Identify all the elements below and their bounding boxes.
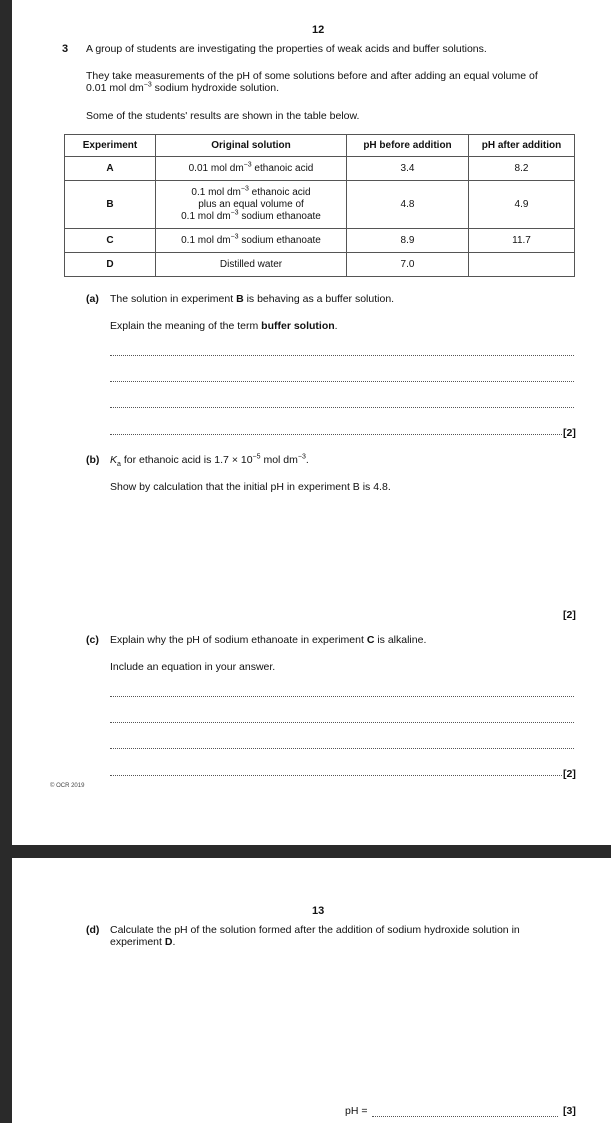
cell-experiment: C xyxy=(65,229,156,253)
ph-answer-line[interactable] xyxy=(372,1116,558,1117)
header-ph-before: pH before addition xyxy=(347,135,469,157)
part-b-label: (b) xyxy=(86,454,100,466)
header-ph-after: pH after addition xyxy=(469,135,575,157)
answer-line[interactable] xyxy=(110,434,562,435)
table-header-row xyxy=(65,135,575,157)
header-experiment: Experiment xyxy=(65,135,156,157)
cell-ph-after xyxy=(469,253,575,277)
part-d-statement-line2: experiment D. xyxy=(110,936,176,948)
table-row xyxy=(65,253,575,277)
cell-experiment: B xyxy=(65,181,156,229)
results-intro: Some of the students' results are shown in the table below. xyxy=(86,110,360,122)
part-d-label: (d) xyxy=(86,924,100,936)
cell-experiment: D xyxy=(65,253,156,277)
part-d-working-space[interactable] xyxy=(110,956,574,1096)
part-b-working-space[interactable] xyxy=(110,500,574,600)
table-row xyxy=(65,181,575,229)
question-intro: A group of students are investigating the properties of weak acids and buffer solutions. xyxy=(86,43,487,55)
cell-solution: 0.1 mol $dm^{-3}$ sodium ethanoate xyxy=(156,229,347,253)
page-number: 13 xyxy=(312,905,325,917)
part-a-instruction: Explain the meaning of the term buffer solution. xyxy=(110,320,338,332)
table-row xyxy=(65,157,575,181)
measure-text-line2: 0.01 mol $dm^{-3}$ sodium hydroxide solution. xyxy=(86,81,280,94)
cell-ph-after: 8.2 xyxy=(469,157,575,181)
part-a-marks: [2] xyxy=(563,427,576,439)
answer-line[interactable] xyxy=(110,775,562,776)
part-c-statement: Explain why the pH of sodium ethanoate in experiment C is alkaline. xyxy=(110,634,427,646)
answer-line[interactable] xyxy=(110,696,574,697)
cell-ph-after: 11.7 xyxy=(469,229,575,253)
part-c-marks: [2] xyxy=(563,768,576,780)
answer-line[interactable] xyxy=(110,355,574,356)
ph-answer-label: pH = xyxy=(345,1105,368,1117)
part-b-marks: [2] xyxy=(563,609,576,621)
part-b-instruction: Show by calculation that the initial pH in experiment B is 4.8. xyxy=(110,481,391,493)
part-a-label: (a) xyxy=(86,293,99,305)
cell-ph-before: 8.9 xyxy=(347,229,469,253)
part-b-ka-statement: $K_a$ for ethanoic acid is $1.7 \times 10^{-5}$ mol $dm^{-3}$. xyxy=(110,453,309,469)
cell-ph-before: 7.0 xyxy=(347,253,469,277)
part-a-statement: The solution in experiment B is behaving as a buffer solution. xyxy=(110,293,395,305)
measure-text-line1: They take measurements of the pH of some solutions before and after adding an equal volume of xyxy=(86,70,538,82)
exam-page-13 xyxy=(12,858,611,1123)
part-d-statement-line1: Calculate the pH of the solution formed after the addition of sodium hydroxide solution in xyxy=(110,924,520,936)
cell-ph-after: 4.9 xyxy=(469,181,575,229)
part-c-instruction: Include an equation in your answer. xyxy=(110,661,276,673)
results-table xyxy=(64,134,575,277)
cell-ph-before: 4.8 xyxy=(347,181,469,229)
header-original-solution: Original solution xyxy=(156,135,347,157)
table-row xyxy=(65,229,575,253)
question-number: 3 xyxy=(62,43,69,55)
cell-experiment: A xyxy=(65,157,156,181)
page-number: 12 xyxy=(312,24,325,36)
cell-solution: 0.01 mol $dm^{-3}$ ethanoic acid xyxy=(156,157,347,181)
copyright-notice: © OCR 2019 xyxy=(50,783,85,789)
answer-line[interactable] xyxy=(110,748,574,749)
exam-page-12 xyxy=(12,0,611,845)
part-d-marks: [3] xyxy=(563,1105,576,1117)
cell-ph-before: 3.4 xyxy=(347,157,469,181)
cell-solution: Distilled water xyxy=(156,253,347,277)
answer-line[interactable] xyxy=(110,407,574,408)
part-c-label: (c) xyxy=(86,634,99,646)
answer-line[interactable] xyxy=(110,722,574,723)
cell-solution: 0.1 mol $dm^{-3}$ ethanoic acid plus an equal volume of 0.1 mol $dm^{-3}$ sodium ethanoate xyxy=(156,181,347,229)
answer-line[interactable] xyxy=(110,381,574,382)
